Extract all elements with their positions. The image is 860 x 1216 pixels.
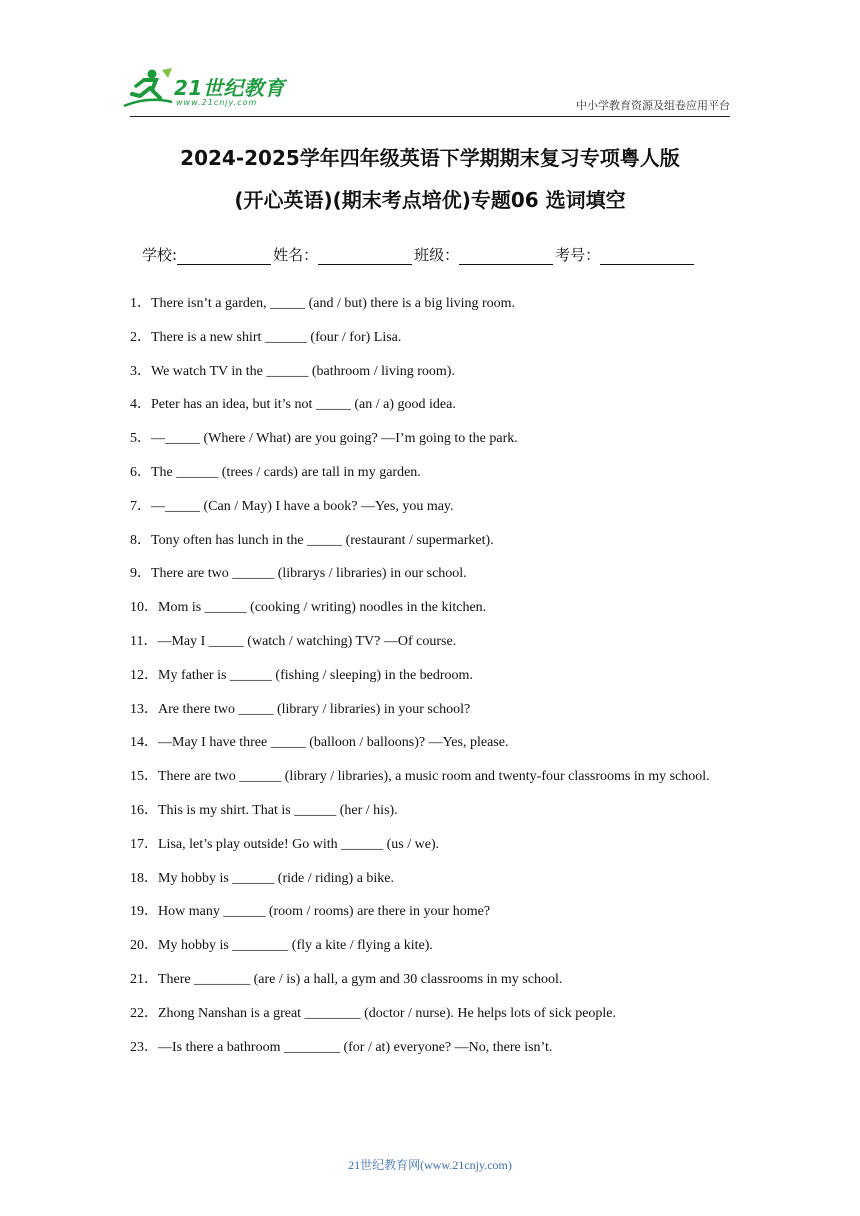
runner-logo-icon	[122, 66, 174, 112]
school-label: 学校:	[142, 246, 178, 264]
student-info-row	[142, 244, 696, 265]
question-item: 16．This is my shirt. That is ______ (her / his).	[130, 802, 398, 818]
question-item: 22．Zhong Nanshan is a great ________ (doctor / nurse). He helps lots of sick people.	[130, 1005, 617, 1021]
question-item: 13．Are there two _____ (library / libraries) in your school?	[130, 701, 471, 717]
name-blank[interactable]	[318, 248, 412, 265]
question-list	[130, 294, 730, 1071]
question-item: 8．Tony often has lunch in the _____ (restaurant / supermarket).	[130, 532, 494, 548]
question-item: 20．My hobby is ________ (fly a kite / flying a kite).	[130, 938, 433, 954]
platform-label: 中小学教育资源及组卷应用平台	[576, 99, 730, 112]
question-item: 11．—May I _____ (watch / watching) TV? —Of course.	[130, 633, 457, 649]
question-item: 2．There is a new shirt ______ (four / for) Lisa.	[130, 329, 402, 345]
question-item: 9．There are two ______ (librarys / libraries) in our school.	[130, 566, 467, 582]
site-logo[interactable]	[122, 66, 292, 114]
header-divider	[130, 116, 730, 117]
question-item: 5．—_____ (Where / What) are you going? —I’m going to the park.	[130, 431, 518, 447]
question-item: 23．—Is there a bathroom ________ (for / at) everyone? —No, there isn’t.	[130, 1039, 553, 1055]
question-item: 10．Mom is ______ (cooking / writing) noodles in the kitchen.	[130, 600, 487, 616]
question-item: 3．We watch TV in the ______ (bathroom / living room).	[130, 363, 455, 379]
logo-text: 21世纪教育	[174, 76, 285, 100]
class-blank[interactable]	[459, 248, 553, 265]
question-item: 19．How many ______ (room / rooms) are there in your home?	[130, 904, 491, 920]
question-item: 1．There isn’t a garden, _____ (and / but) there is a big living room.	[130, 296, 516, 311]
number-blank[interactable]	[600, 248, 694, 265]
name-label: 姓名：	[273, 246, 319, 264]
question-item: 18．My hobby is ______ (ride / riding) a bike.	[130, 870, 395, 886]
question-item: 7．—_____ (Can / May) I have a book? —Yes, you may.	[130, 498, 454, 514]
page-header	[0, 0, 860, 118]
class-label: 班级：	[414, 246, 460, 264]
question-item: 6．The ______ (trees / cards) are tall in my garden.	[130, 464, 421, 480]
number-label: 考号：	[555, 246, 601, 264]
document-title-line-1: 2024-2025学年四年级英语下学期期末复习专项粤人版	[180, 146, 680, 170]
school-blank[interactable]	[177, 248, 271, 265]
question-item: 21．There ________ (are / is) a hall, a gym and 30 classrooms in my school.	[130, 971, 563, 987]
question-item: 17．Lisa, let’s play outside! Go with ______ (us / we).	[130, 836, 440, 852]
logo-url: www.21cnjy.com	[176, 98, 258, 107]
question-item: 4．Peter has an idea, but it’s not _____ (an / a) good idea.	[130, 397, 456, 413]
question-item: 12．My father is ______ (fishing / sleeping) in the bedroom.	[130, 667, 473, 683]
question-item: 15．There are two ______ (library / libraries), a music room and twenty-four classrooms in my school.	[130, 769, 710, 785]
question-item: 14．—May I have three _____ (balloon / balloons)? —Yes, please.	[130, 735, 509, 751]
document-title-line-2: (开心英语)(期末考点培优)专题06 选词填空	[234, 188, 626, 212]
page-footer[interactable]: 21世纪教育网(www.21cnjy.com)	[348, 1158, 512, 1172]
